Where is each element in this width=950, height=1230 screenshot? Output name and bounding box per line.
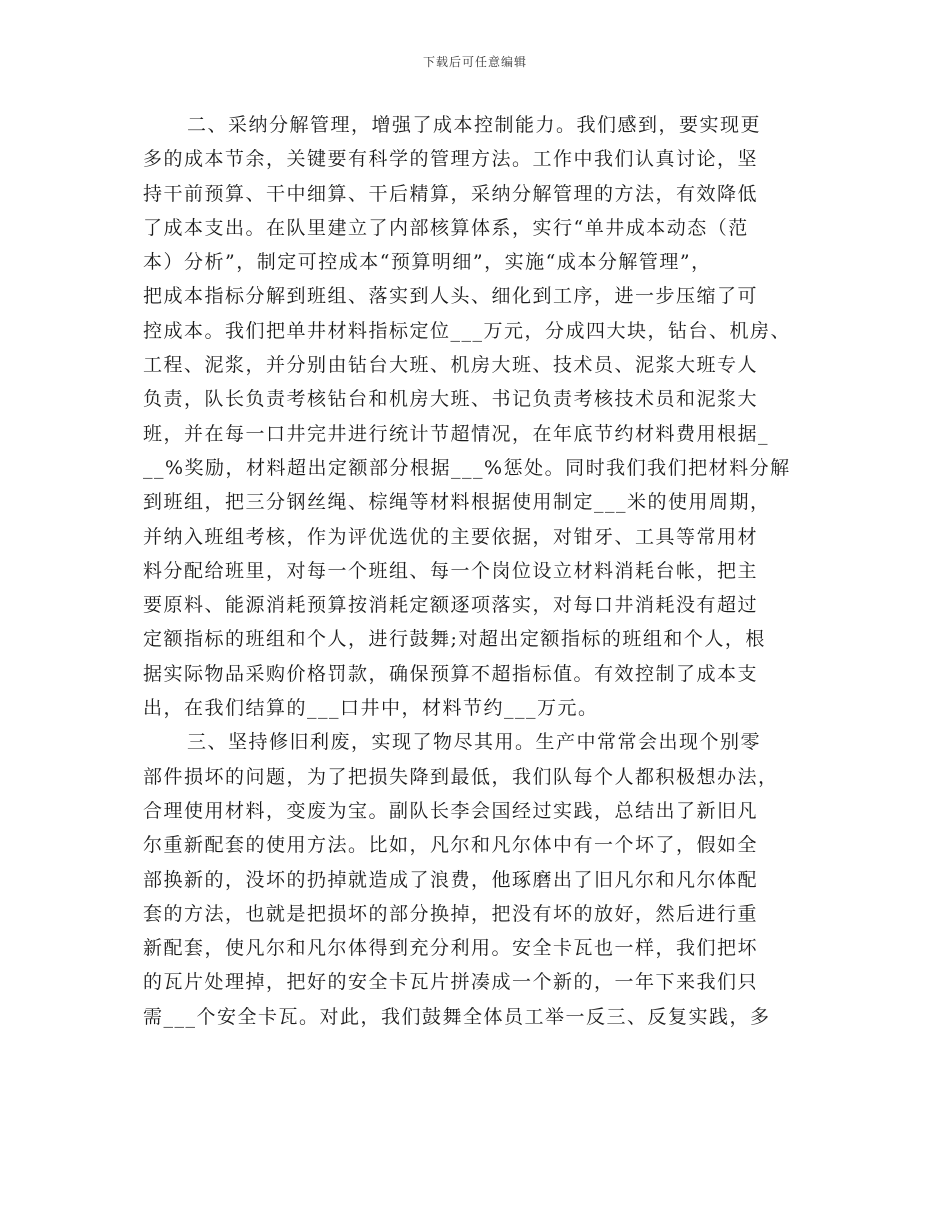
paragraph-line: 本）分析”，制定可控成本“预算明细”，实施“成本分解管理”， bbox=[143, 251, 712, 274]
paragraph-line: __%奖励，材料超出定额部分根据___%惩处。同时我们我们把材料分解 bbox=[143, 456, 791, 479]
document-body bbox=[143, 108, 815, 1034]
paragraph-line: 控成本。我们把单井材料指标定位___万元，分成四大块，钻台、机房、 bbox=[143, 319, 792, 342]
paragraph-line: 的瓦片处理掉，把好的安全卡瓦片拼凑成一个新的，一年下来我们只 bbox=[143, 971, 759, 994]
paragraph-line: 三、坚持修旧利废，实现了物尽其用。生产中常常会出现个别零 bbox=[187, 731, 762, 754]
download-note: 下载后可任意编辑 bbox=[422, 55, 527, 69]
paragraph-line: 尔重新配套的使用方法。比如，凡尔和凡尔体中有一个坏了，假如全 bbox=[143, 834, 759, 857]
paragraph-line: 定额指标的班组和个人，进行鼓舞;对超出定额指标的班组和个人，根 bbox=[143, 628, 766, 651]
paragraph-line: 班，并在每一口井完井进行统计节超情况，在年底节约材料费用根据_ bbox=[143, 422, 770, 445]
paragraph-line: 部换新的，没坏的扔掉就造成了浪费，他琢磨出了旧凡尔和凡尔体配 bbox=[143, 868, 759, 891]
paragraph-line: 需___个安全卡瓦。对此，我们鼓舞全体员工举一反三、反复实践，多 bbox=[143, 1005, 771, 1028]
paragraph-line: 到班组，把三分钢丝绳、棕绳等材料根据使用制定___米的使用周期， bbox=[143, 491, 771, 514]
paragraph-line: 套的方法，也就是把损坏的部分换掉，把没有坏的放好，然后进行重 bbox=[143, 902, 759, 925]
paragraph-line: 了成本支出。在队里建立了内部核算体系，实行“单井成本动态（范 bbox=[143, 216, 749, 239]
paragraph-line: 持干前预算、干中细算、干后精算，采纳分解管理的方法，有效降低 bbox=[143, 182, 759, 205]
paragraph-line: 合理使用材料，变废为宝。副队长李会国经过实践，总结出了新旧凡 bbox=[143, 799, 759, 822]
paragraph-line: 并纳入班组考核，作为评优选优的主要依据，对钳牙、工具等常用材 bbox=[143, 525, 759, 548]
paragraph-line: 部件损坏的问题，为了把损失降到最低，我们队每个人都积极想办法， bbox=[143, 765, 779, 788]
paragraph-line: 二、采纳分解管理，增强了成本控制能力。我们感到，要实现更 bbox=[187, 114, 762, 136]
paragraph-line: 多的成本节余，关键要有科学的管理方法。工作中我们认真讨论，坚 bbox=[143, 148, 759, 171]
paragraph-line: 据实际物品采购价格罚款，确保预算不超指标值。有效控制了成本支 bbox=[143, 662, 759, 685]
paragraph-line: 料分配给班里，对每一个班组、每一个岗位设立材料消耗台帐，把主 bbox=[143, 559, 759, 582]
paragraph-line: 新配套，使凡尔和凡尔体得到充分利用。安全卡瓦也一样，我们把坏 bbox=[143, 937, 759, 960]
paragraph-line: 要原料、能源消耗预算按消耗定额逐项落实，对每口井消耗没有超过 bbox=[143, 594, 759, 617]
paragraph-line: 出，在我们结算的___口井中，材料节约___万元。 bbox=[143, 697, 599, 720]
paragraph-line: 负责，队长负责考核钻台和机房大班、书记负责考核技术员和泥浆大 bbox=[143, 388, 759, 411]
paragraph-line: 把成本指标分解到班组、落实到人头、细化到工序，进一步压缩了可 bbox=[143, 285, 759, 308]
paragraph-line: 工程、泥浆，并分别由钻台大班、机房大班、技术员、泥浆大班专人 bbox=[143, 354, 759, 377]
